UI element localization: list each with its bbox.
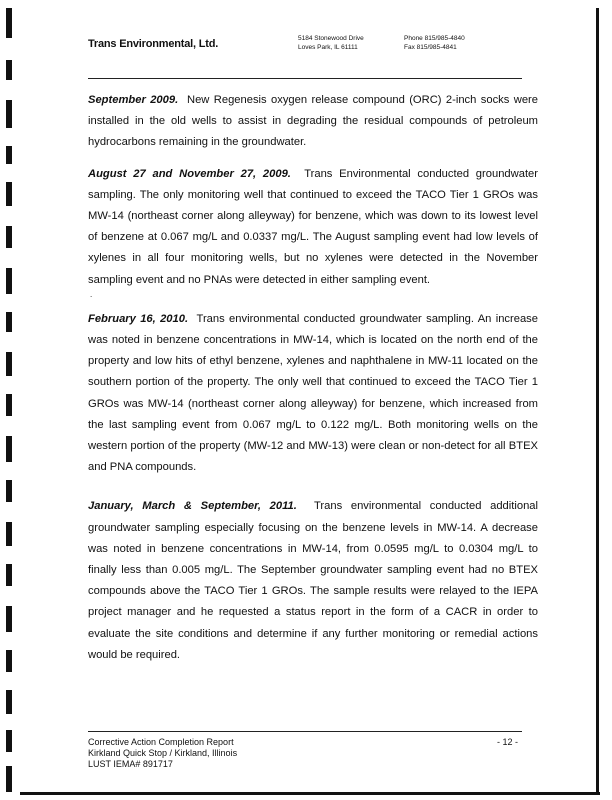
scan-mark <box>6 312 12 332</box>
scan-mark <box>6 564 12 586</box>
scan-mark <box>6 226 12 248</box>
company-contact <box>404 34 465 52</box>
scan-mark <box>6 606 12 632</box>
scan-mark <box>6 650 12 672</box>
paragraph-text: Trans environmental conducted additional groundwater sampling especially focusing on the benzene levels in MW-14. A decrease was noted in benzene concentrations in MW-14, from 0.0595 mg/L to 0.0304 mg/L to finally less than 0.005 mg/L. The September groundwater sampling event had no BTEX compounds above the TACO Tier 1 GROs. The sample results were relayed to the IEPA project manager and he requested a status report in the form of a CACR in order to evaluate the site conditions and determine if any further monitoring or remedial actions would be required. <box>88 500 538 661</box>
paragraph-aug-nov-2009 <box>88 164 538 291</box>
scan-mark <box>6 146 12 164</box>
company-name: Trans Environmental, Ltd. <box>88 38 219 50</box>
company-address <box>298 34 364 52</box>
page-number: - 12 - <box>497 737 519 747</box>
scan-mark <box>6 480 12 502</box>
paragraph-date: January, March & September, 2011. <box>88 500 297 513</box>
scan-mark <box>6 352 12 376</box>
footer-divider <box>88 731 522 732</box>
paragraph-date: September 2009. <box>88 94 179 106</box>
footer-report-title: Corrective Action Completion Report <box>88 737 234 747</box>
scan-mark <box>6 522 12 546</box>
document-body <box>88 90 538 666</box>
scan-mark <box>6 100 12 128</box>
paragraph-date: February 16, 2010. <box>88 312 189 325</box>
scan-mark <box>6 690 12 714</box>
paragraph-sep-2009 <box>88 90 538 154</box>
address-line-1: 5184 Stonewood Drive <box>298 35 364 42</box>
scan-mark <box>6 394 12 416</box>
paragraph-text: New Regenesis oxygen release compound (ORC) 2-inch socks were installed in the old wells to assist in degrading the residual compounds of petroleum hydrocarbons remaining in the groundwater. <box>88 94 538 149</box>
paragraph-2011 <box>88 496 538 666</box>
address-line-2: Loves Park, IL 61111 <box>298 44 358 51</box>
scan-mark <box>6 60 12 80</box>
scan-mark <box>6 436 12 462</box>
stray-mark: . <box>90 289 93 299</box>
paragraph-text: Trans Environmental conducted groundwater sampling. The only monitoring well that continued to exceed the TACO Tier 1 GROs was MW-14 (northeast corner along alleyway) for benzene, which was down to its lowest level of benzene at 0.067 mg/L and 0.0337 mg/L. The August sampling event had low levels of xylenes in all four monitoring wells, but no xylenes were detected in the November sampling event and no PNAs were detected in either sampling event. <box>88 167 538 286</box>
paragraph-feb-2010 <box>88 309 538 479</box>
scan-mark <box>6 730 12 752</box>
paragraph-text: Trans environmental conducted groundwater sampling. An increase was noted in benzene concentrations in MW-14, which is located on the north end of the property and low hits of ethyl benzene, xylenes and naphthalene in MW-11 located on the southern portion of the property. The only well that continued to exceed the TACO Tier 1 GROs was MW-14 (northeast corner along alleyway) for benzene, which increased from the last sampling event from 0.067 mg/L to 0.122 mg/L. Both monitoring wells on the western portion of the property (MW-12 and MW-13) were clean or non-detect for all BTEX and PNA compounds. <box>88 312 538 474</box>
scan-mark <box>6 182 12 206</box>
scan-mark <box>6 268 12 294</box>
letterhead <box>88 30 538 60</box>
fax-number: Fax 815/985-4841 <box>404 44 457 51</box>
scan-mark <box>6 8 12 38</box>
scan-frame-right <box>596 8 599 794</box>
phone-number: Phone 815/985-4840 <box>404 35 465 42</box>
header-divider <box>88 78 522 79</box>
paragraph-date: August 27 and November 27, 2009. <box>88 167 291 180</box>
footer-lust-number: LUST IEMA# 891717 <box>88 759 173 769</box>
footer-site-name: Kirkland Quick Stop / Kirkland, Illinois <box>88 748 238 758</box>
scan-margin-marks <box>6 0 14 800</box>
scan-mark <box>6 766 12 792</box>
page-footer <box>88 737 528 770</box>
scan-frame-bottom <box>20 792 600 795</box>
